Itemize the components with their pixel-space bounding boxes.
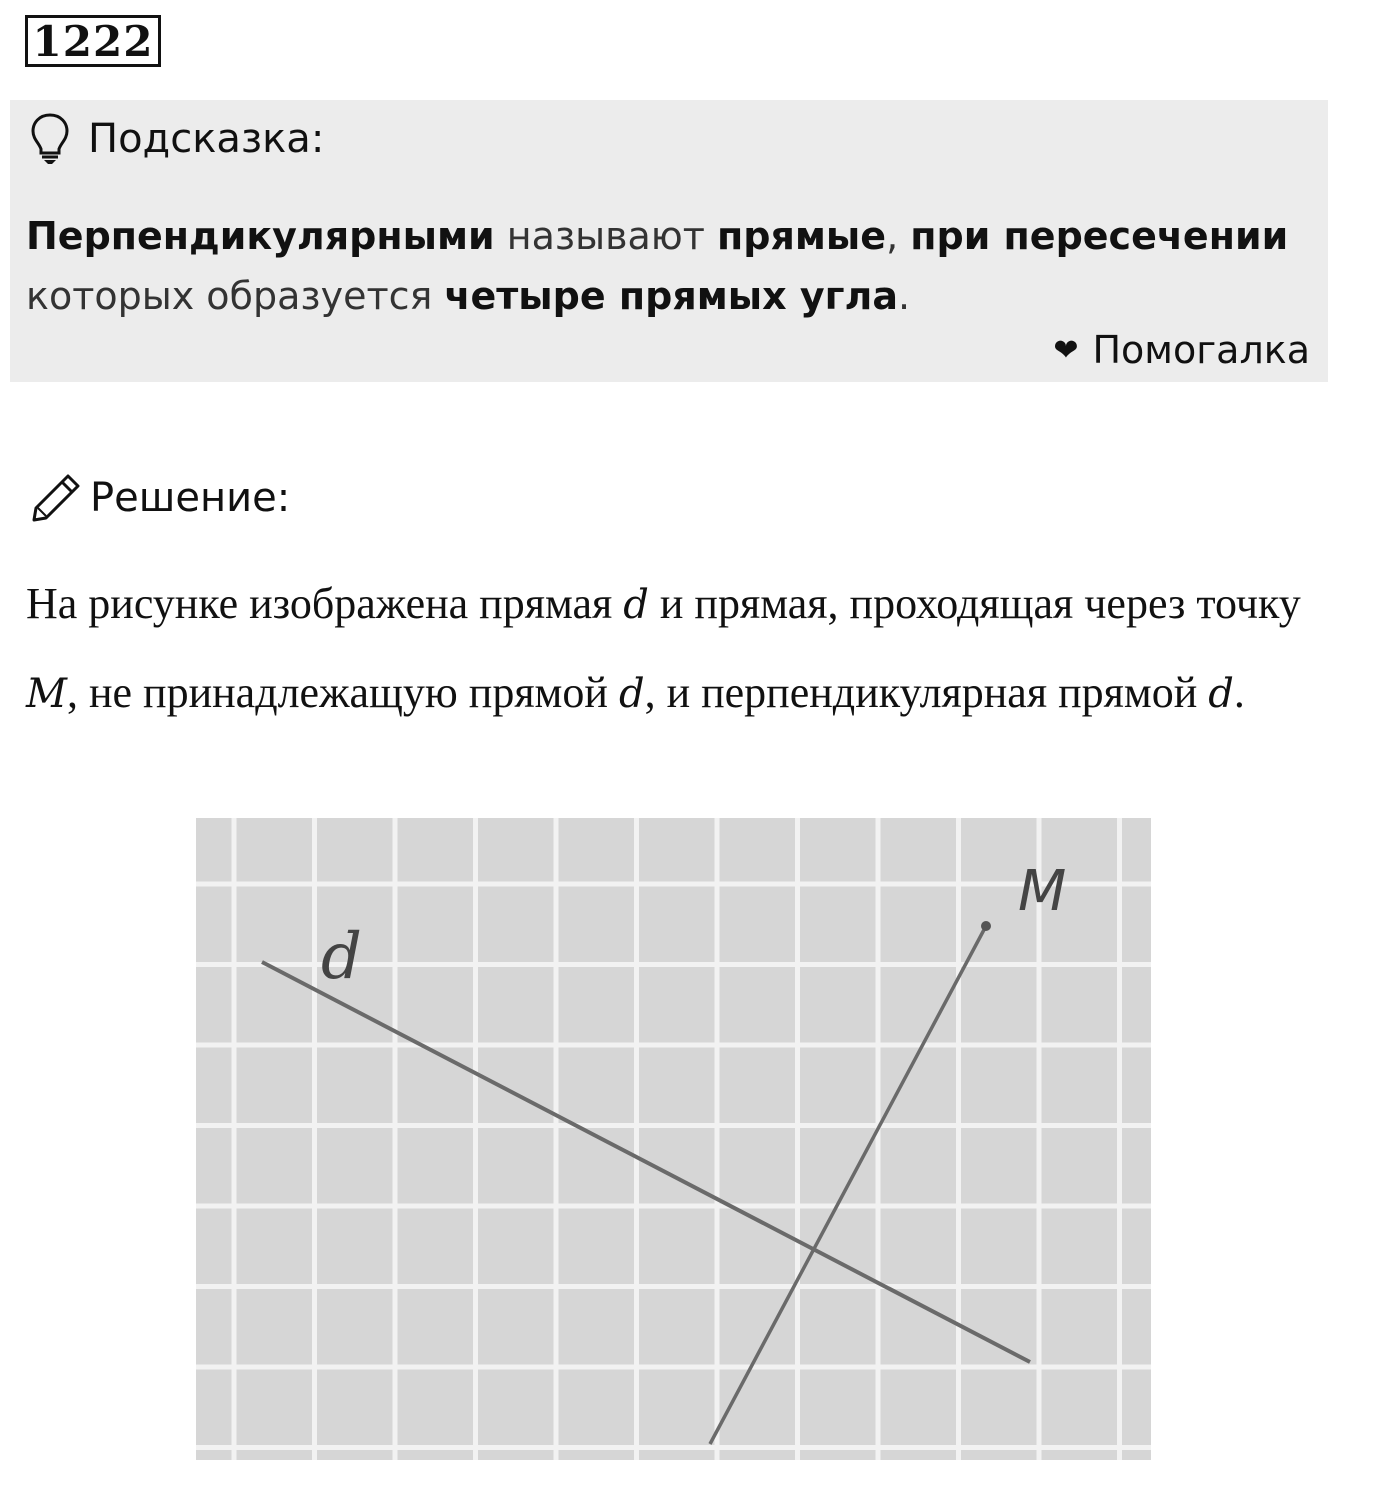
hint-text: [26, 206, 1316, 326]
hint-text-segment: прямые: [717, 214, 887, 258]
hint-title: Подсказка:: [88, 116, 325, 162]
point-M: [981, 921, 991, 931]
label-d: d: [321, 920, 362, 994]
hint-text-segment: четыре прямых угла: [444, 274, 898, 318]
brand-label: Помогалка: [1092, 328, 1310, 372]
heart-icon: ❤: [1053, 332, 1079, 368]
solution-text-segment: , и перпендикулярная прямой: [644, 668, 1209, 717]
task-number: 1222: [25, 15, 161, 67]
lightbulb-icon: [30, 112, 70, 166]
hint-text-segment: при пересечении: [910, 214, 1289, 258]
solution-text: [26, 560, 1356, 738]
solution-text-segment: и прямая, проходящая через точку: [648, 579, 1301, 628]
grid-figure: [196, 818, 1151, 1460]
figure-drawing: [196, 818, 1151, 1460]
label-M: M: [1018, 859, 1067, 924]
solution-text-segment: , не принадлежащую прямой: [66, 668, 619, 717]
solution-text-segment: .: [1233, 668, 1245, 717]
hint-text-segment: ,: [886, 214, 911, 258]
solution-title: Решение:: [90, 475, 291, 521]
solution-heading: [30, 472, 290, 524]
hint-text-segment: которых образуется: [26, 274, 445, 318]
hint-text-segment: Перпендикулярными: [26, 214, 495, 258]
solution-text-segment: На рисунке изображена прямая: [26, 579, 624, 628]
hint-text-segment: называют: [494, 214, 717, 258]
pencil-icon: [30, 472, 82, 524]
math-variable: d: [623, 582, 649, 628]
hint-heading: [30, 112, 324, 166]
math-variable: d: [618, 671, 645, 717]
math-variable: d: [1208, 671, 1234, 717]
hint-text-segment: .: [898, 274, 911, 318]
brand: [1053, 328, 1310, 372]
math-variable: M: [26, 671, 67, 717]
